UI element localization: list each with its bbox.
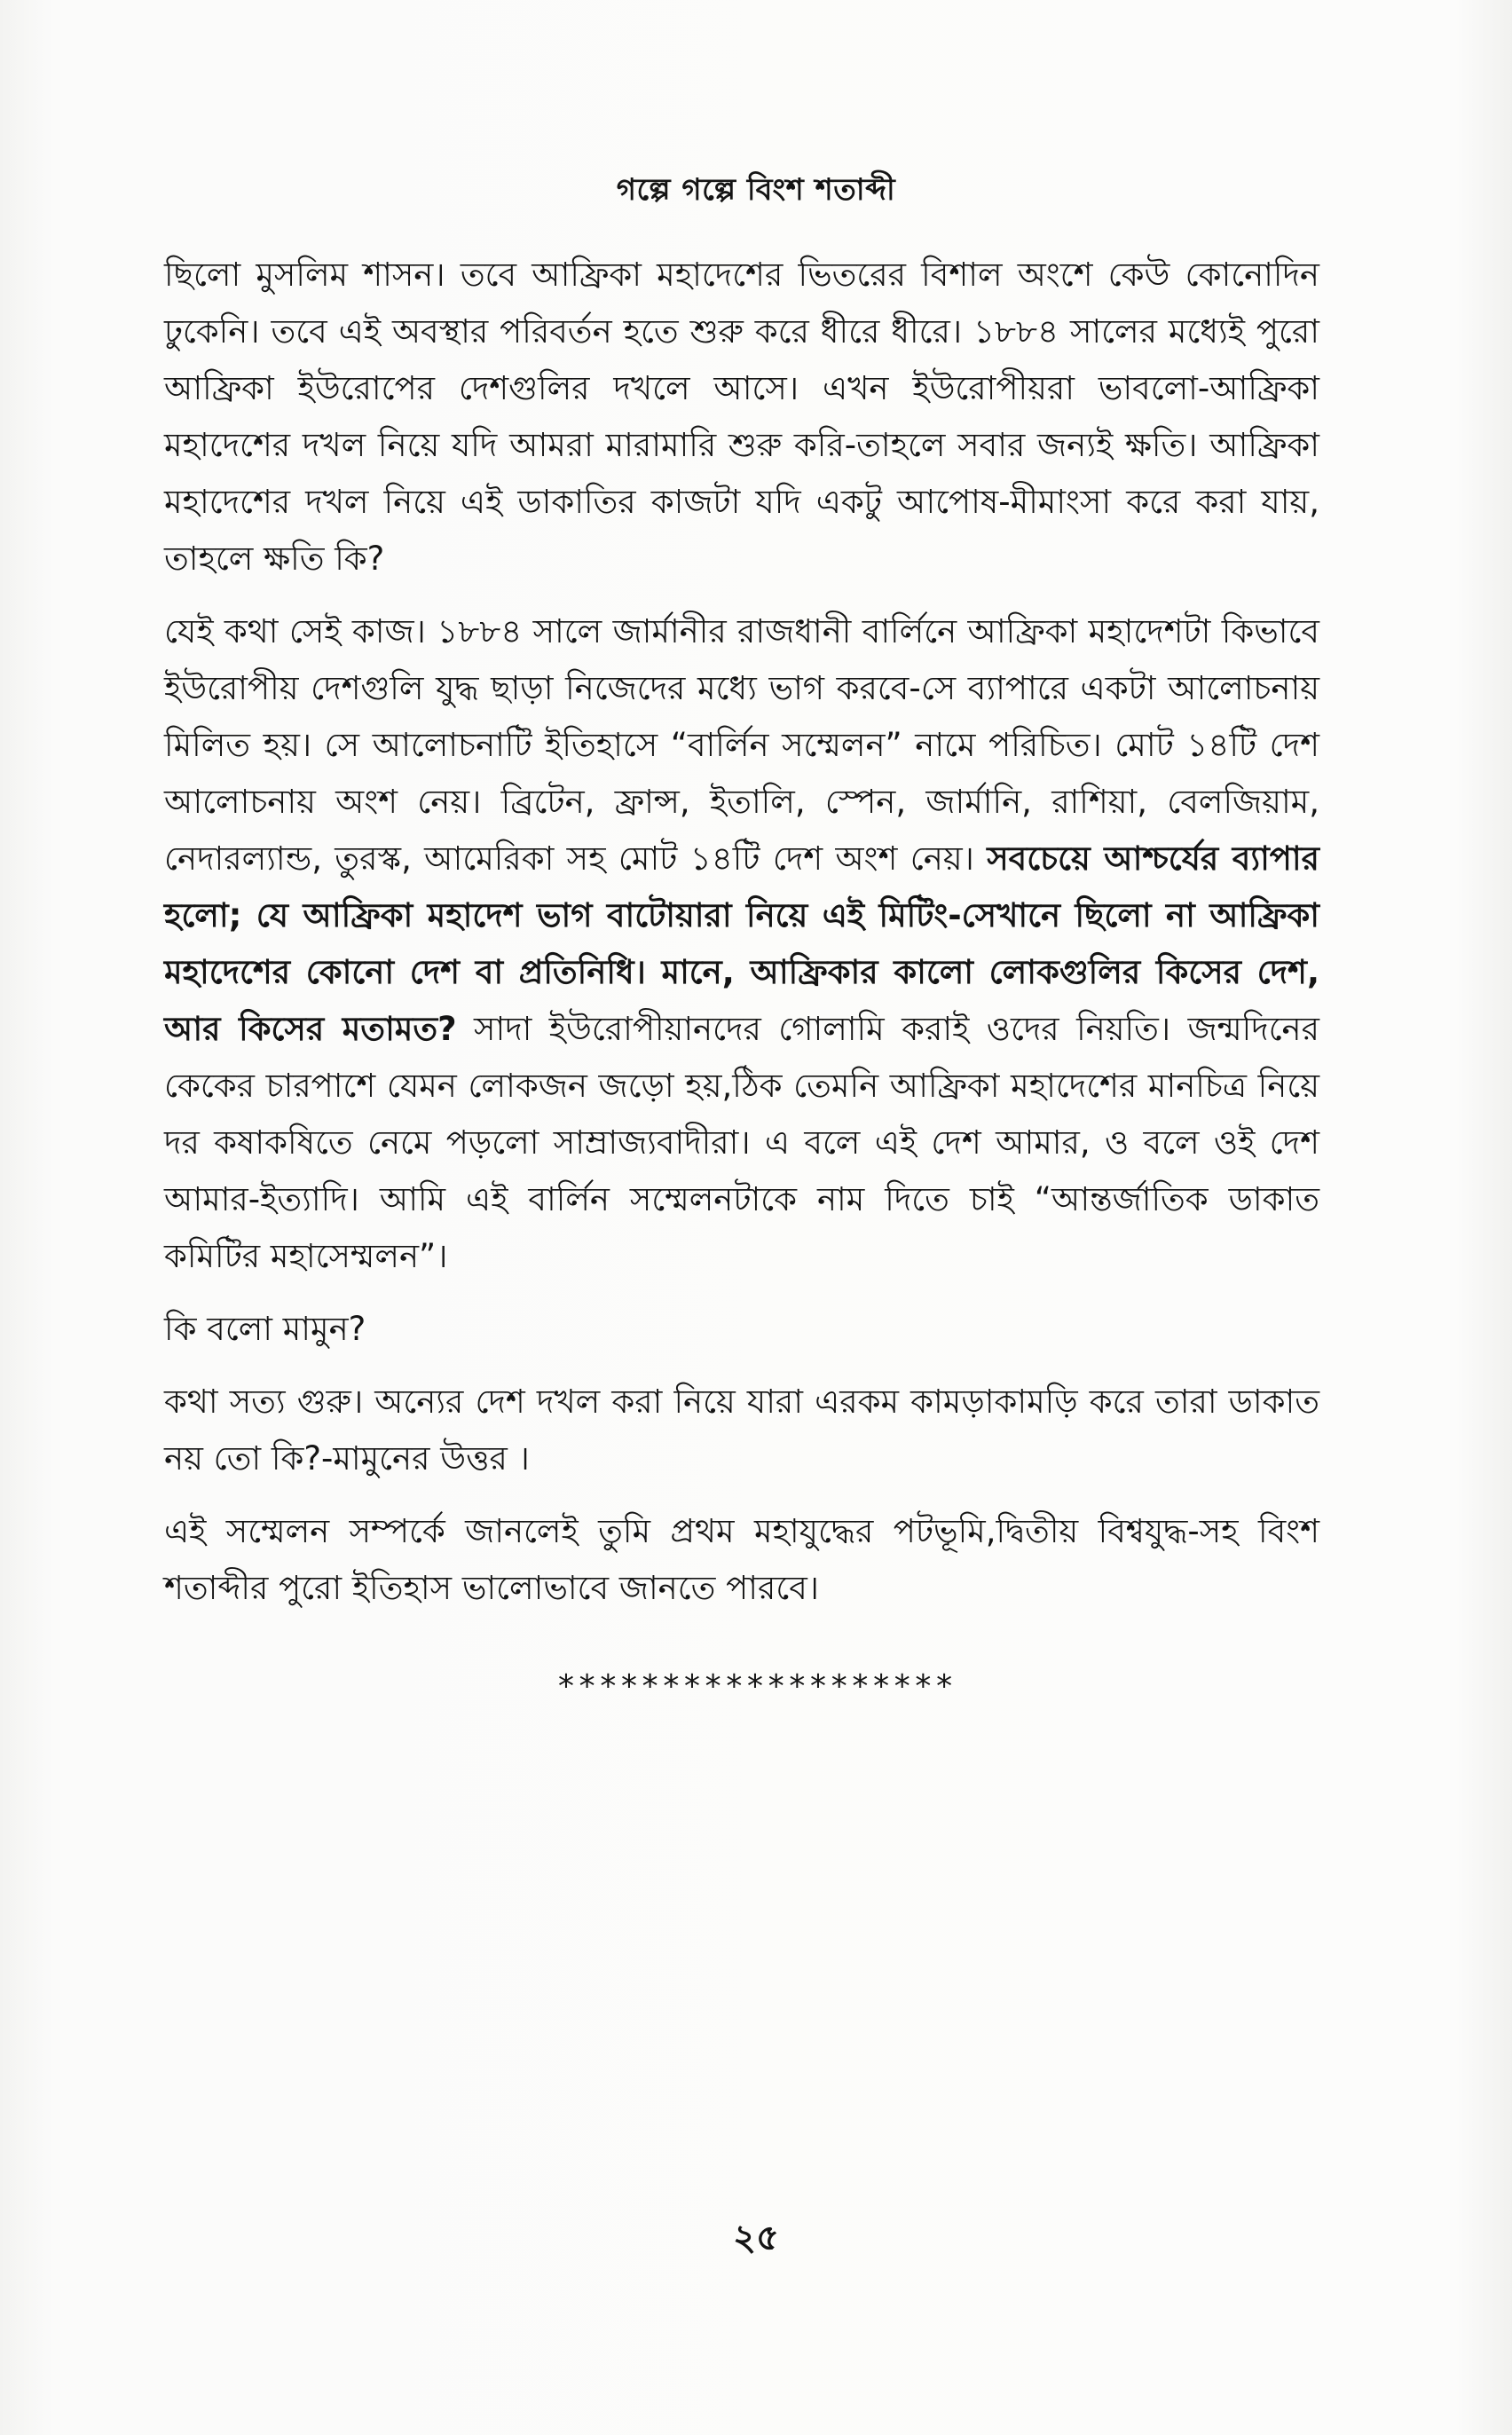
paragraph-question: কি বলো মামুন? xyxy=(164,1310,366,1348)
paragraph-closing: এই সম্মেলন সম্পর্কে জানলেই তুমি প্রথম মহাযুদ্ধের পটভূমি,দ্বিতীয় বিশ্বযুদ্ধ-সহ বিংশ শতাব্দীর পুরো ইতিহাস ভালোভাবে জানতে পারবে। xyxy=(164,1512,1319,1607)
page-number: ২৫ xyxy=(733,2218,779,2258)
section-separator: ******************* xyxy=(556,1668,956,1705)
paragraph-conclusion-text: সাদা ইউরোপীয়ানদের গোলামি করাই ওদের নিয়তি। জন্মদিনের কেকের চারপাশে যেমন লোকজন জড়ো হয়,ঠিক তেমনি আফ্রিকা মহাদেশের মানচিত্র নিয়ে দর কষাকষিতে নেমে পড়লো সাম্রাজ্যবাদীরা। এ বলে এই দেশ আমার, ও বলে ওই দেশ আমার-ইত্যাদি। আমি এই বার্লিন সম্মেলনটাকে নাম দিতে চাই “আন্তর্জাতিক ডাকাত কমিটির মহাসেম্মলন”। xyxy=(164,1010,1319,1275)
body-text xyxy=(164,247,1319,1633)
paragraph-emphasis-text: সবচেয়ে আশ্চর্যের ব্যাপার হলো; যে আফ্রিকা মহাদেশ ভাগ বাটোয়ারা নিয়ে এই মিটিং-সেখানে ছিলো না আফ্রিকা মহাদেশের কোনো দেশ বা প্রতিনিধি। মানে, আফ্রিকার কালো লোকগুলির কিসের দেশ, আর কিসের মতামত? xyxy=(164,839,1319,1048)
paragraph-intro: ছিলো মুসলিম শাসন। তবে আফ্রিকা মহাদেশের ভিতরের বিশাল অংশে কেউ কোনোদিন ঢুকেনি। তবে এই অবস্থার পরিবর্তন হতে শুরু করে ধীরে ধীরে। ১৮৮৪ সালের মধ্যেই পুরো আফ্রিকা ইউরোপের দেশগুলির দখলে আসে। এখন ইউরোপীয়রা ভাবলো-আফ্রিকা মহাদেশের দখল নিয়ে যদি আমরা মারামারি শুরু করি-তাহলে সবার জন্যই ক্ষতি। আফ্রিকা মহাদেশের দখল নিয়ে এই ডাকাতির কাজটা যদি একটু আপোষ-মীমাংসা করে করা যায়, তাহলে ক্ষতি কি? xyxy=(164,256,1319,578)
paragraph-berlin-conference xyxy=(164,603,1319,1285)
running-head: গল্পে গল্পে বিংশ শতাব্দী xyxy=(616,172,896,208)
paragraph-berlin-conference-text: যেই কথা সেই কাজ। ১৮৮৪ সালে জার্মানীর রাজধানী বার্লিনে আফ্রিকা মহাদেশটা কিভাবে ইউরোপীয় দেশগুলি যুদ্ধ ছাড়া নিজেদের মধ্যে ভাগ করবে-সে ব্যাপারে একটা আলোচনায় মিলিত হয়। সে আলোচনাটি ইতিহাসে “বার্লিন সম্মেলন” নামে পরিচিত। মোট ১৪টি দেশ আলোচনায় অংশ নেয়। ব্রিটেন, ফ্রান্স, ইতালি, স্পেন, জার্মানি, রাশিয়া, বেলজিয়াম, নেদারল্যান্ড, তুরস্ক, আমেরিকা সহ মোট ১৪টি দেশ অংশ নেয়। xyxy=(164,612,1319,878)
paragraph-answer: কথা সত্য গুরু। অন্যের দেশ দখল করা নিয়ে যারা এরকম কামড়াকামড়ি করে তারা ডাকাত নয় তো কি?-মামুনের উত্তর । xyxy=(164,1383,1319,1478)
